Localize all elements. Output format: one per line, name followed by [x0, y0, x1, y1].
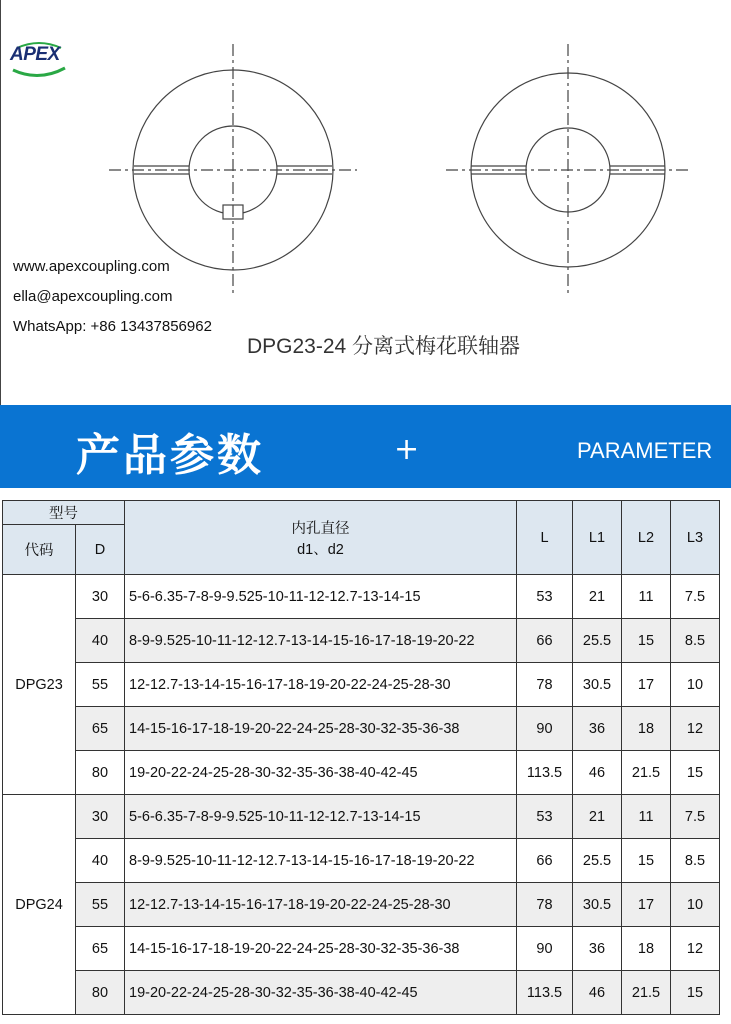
cell-l1: 30.5	[573, 883, 622, 927]
cell-l1: 36	[573, 707, 622, 751]
header-code: 代码	[3, 525, 76, 575]
table-row	[3, 575, 720, 619]
table-row	[3, 971, 720, 1015]
cell-l1: 30.5	[573, 663, 622, 707]
cell-bore: 19-20-22-24-25-28-30-32-35-36-38-40-42-45	[125, 751, 517, 795]
cell-l1: 21	[573, 795, 622, 839]
cell-l2: 21.5	[622, 971, 671, 1015]
cell-d: 80	[76, 751, 125, 795]
cell-l3: 15	[671, 751, 720, 795]
header-bore-title: 内孔直径	[291, 520, 350, 537]
cell-l2: 11	[622, 795, 671, 839]
header-l3: L3	[671, 501, 720, 575]
cell-l: 53	[517, 575, 573, 619]
cell-l2: 15	[622, 839, 671, 883]
cell-l: 113.5	[517, 971, 573, 1015]
parameter-table	[2, 500, 720, 1015]
cell-l3: 8.5	[671, 619, 720, 663]
cell-l: 78	[517, 663, 573, 707]
cell-bore: 8-9-9.525-10-11-12-12.7-13-14-15-16-17-18-19-20-22	[125, 619, 517, 663]
cell-l3: 10	[671, 883, 720, 927]
table-row	[3, 839, 720, 883]
banner-plus: +	[394, 432, 420, 467]
cell-l2: 17	[622, 883, 671, 927]
cell-l3: 7.5	[671, 795, 720, 839]
banner-title-cn: 产品参数	[76, 430, 264, 481]
email-text: ella@apexcoupling.com	[13, 288, 173, 305]
cell-bore: 14-15-16-17-18-19-20-22-24-25-28-30-32-35-36-38	[125, 927, 517, 971]
cell-l2: 21.5	[622, 751, 671, 795]
table-row	[3, 927, 720, 971]
cell-l: 66	[517, 839, 573, 883]
header-l2: L2	[622, 501, 671, 575]
cell-bore: 19-20-22-24-25-28-30-32-35-36-38-40-42-45	[125, 971, 517, 1015]
website-text: www.apexcoupling.com	[13, 258, 170, 275]
cell-bore: 14-15-16-17-18-19-20-22-24-25-28-30-32-35-36-38	[125, 707, 517, 751]
cell-l1: 46	[573, 971, 622, 1015]
cell-l1: 21	[573, 575, 622, 619]
table-row	[3, 707, 720, 751]
table-row	[3, 883, 720, 927]
cell-l2: 18	[622, 927, 671, 971]
cell-l3: 7.5	[671, 575, 720, 619]
cell-l1: 25.5	[573, 619, 622, 663]
drawing-caption: DPG23-24 分离式梅花联轴器	[247, 335, 521, 358]
cell-l3: 12	[671, 927, 720, 971]
cell-l3: 10	[671, 663, 720, 707]
cell-l2: 11	[622, 575, 671, 619]
table-row	[3, 795, 720, 839]
cell-l: 53	[517, 795, 573, 839]
cell-bore: 5-6-6.35-7-8-9-9.525-10-11-12-12.7-13-14-15	[125, 575, 517, 619]
whatsapp-text: WhatsApp: +86 13437856962	[13, 318, 212, 335]
cell-l: 78	[517, 883, 573, 927]
cell-bore: 12-12.7-13-14-15-16-17-18-19-20-22-24-25-28-30	[125, 663, 517, 707]
header-bore	[125, 501, 517, 575]
cell-d: 65	[76, 707, 125, 751]
table-row	[3, 751, 720, 795]
banner-title-en: PARAMETER	[577, 438, 713, 463]
cell-d: 65	[76, 927, 125, 971]
cell-l3: 8.5	[671, 839, 720, 883]
cell-d: 30	[76, 575, 125, 619]
cell-l2: 18	[622, 707, 671, 751]
cell-l1: 25.5	[573, 839, 622, 883]
cell-d: 55	[76, 663, 125, 707]
cell-l3: 12	[671, 707, 720, 751]
right-hub-view	[446, 44, 691, 295]
cell-bore: 5-6-6.35-7-8-9-9.525-10-11-12-12.7-13-14-15	[125, 795, 517, 839]
cell-l1: 46	[573, 751, 622, 795]
cell-l: 66	[517, 619, 573, 663]
cell-d: 80	[76, 971, 125, 1015]
cell-l: 90	[517, 707, 573, 751]
cell-d: 30	[76, 795, 125, 839]
header-bore-sub: d1、d2	[297, 541, 344, 558]
cell-l3: 15	[671, 971, 720, 1015]
header-l1: L1	[573, 501, 622, 575]
cell-bore: 8-9-9.525-10-11-12-12.7-13-14-15-16-17-18-19-20-22	[125, 839, 517, 883]
table-row	[3, 663, 720, 707]
logo-text: APEX	[10, 44, 60, 65]
cell-d: 40	[76, 619, 125, 663]
cell-l2: 17	[622, 663, 671, 707]
drawing-area	[0, 0, 731, 405]
table-row	[3, 619, 720, 663]
header-l: L	[517, 501, 573, 575]
cell-bore: 12-12.7-13-14-15-16-17-18-19-20-22-24-25-28-30	[125, 883, 517, 927]
cell-d: 40	[76, 839, 125, 883]
header-d: D	[76, 525, 125, 575]
cell-d: 55	[76, 883, 125, 927]
cell-l: 90	[517, 927, 573, 971]
cell-l1: 36	[573, 927, 622, 971]
model-code: DPG24	[3, 795, 76, 1015]
header-model-group: 型号	[3, 501, 125, 525]
cell-l: 113.5	[517, 751, 573, 795]
model-code: DPG23	[3, 575, 76, 795]
cell-l2: 15	[622, 619, 671, 663]
